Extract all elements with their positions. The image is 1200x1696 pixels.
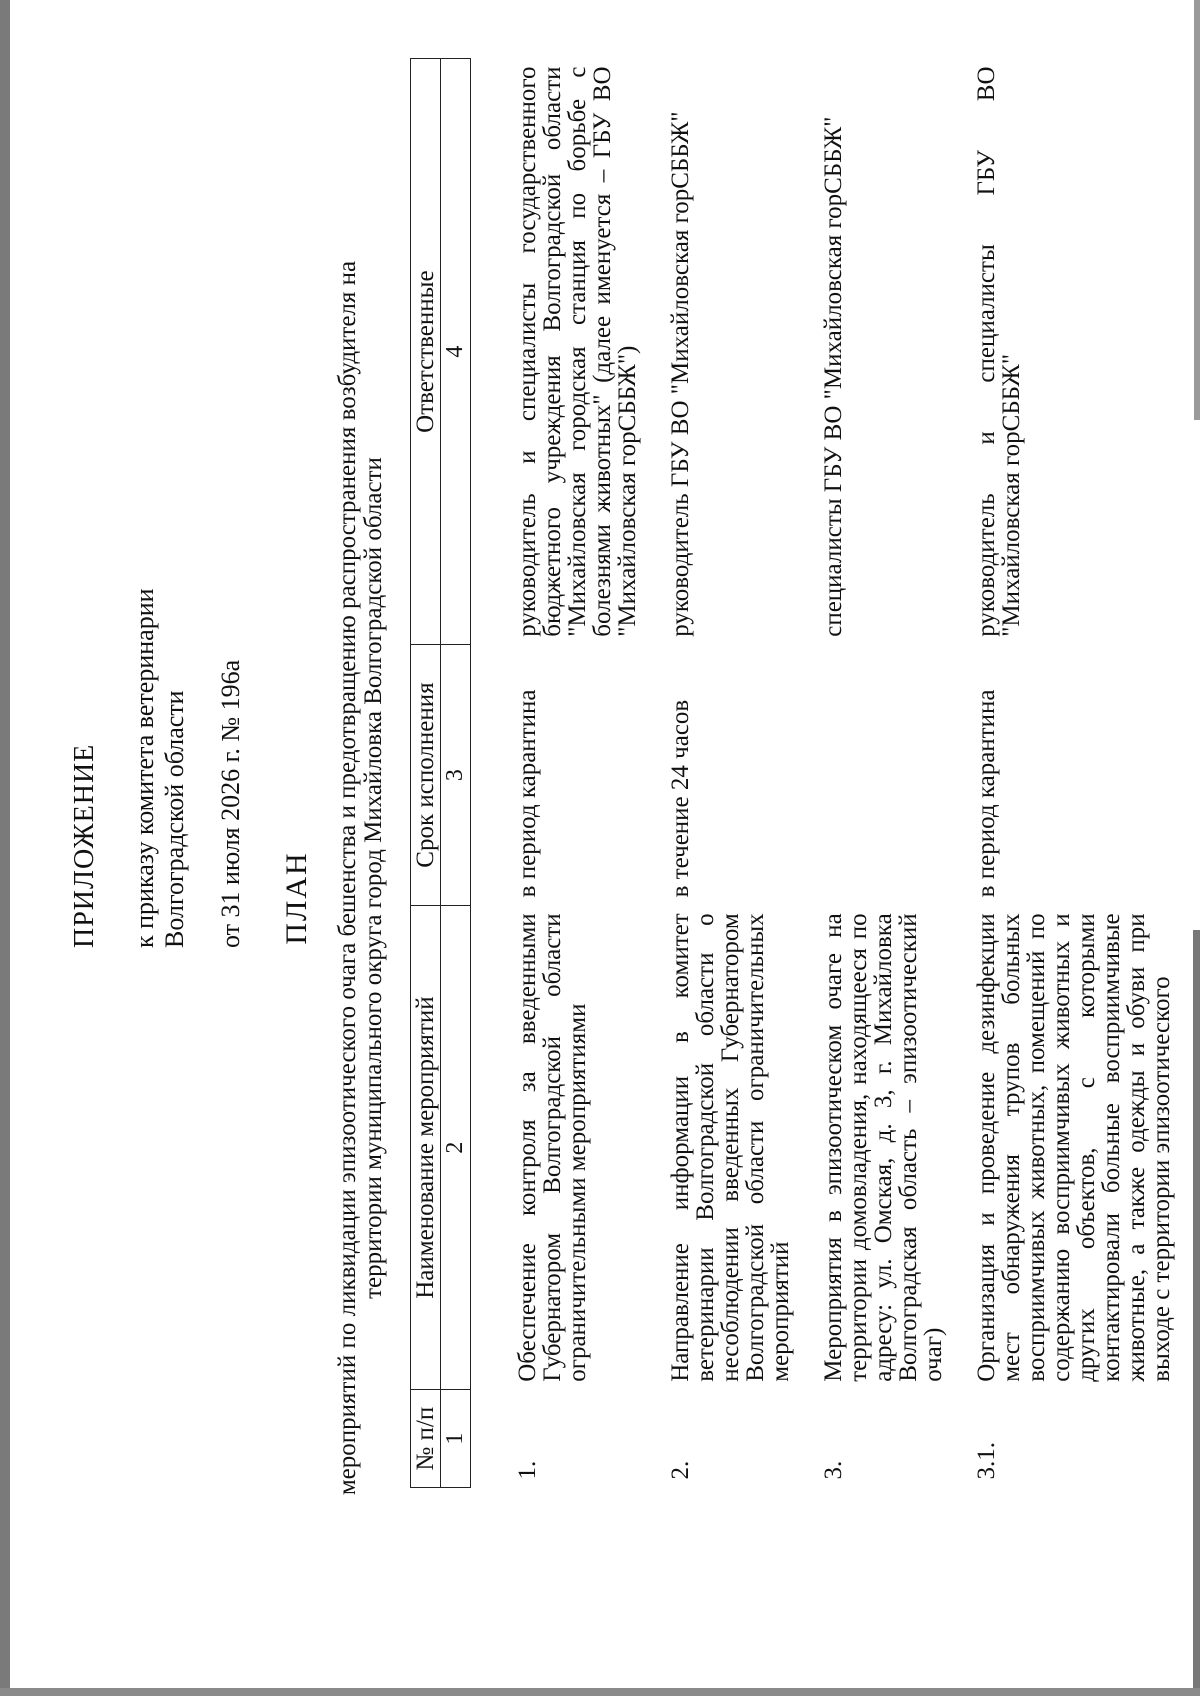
appendix-block (70, 388, 246, 948)
row-responsible: руководитель и специалисты ГБУ ВО "Михайловская горСББЖ" (973, 66, 1025, 637)
row-number: 2. (667, 1460, 694, 1480)
row-term: в течение 24 часов (667, 699, 694, 898)
header-col-number-2: 2 (441, 905, 471, 1389)
plan-subtitle: мероприятий по ликвидации эпизоотического очага бешенства и предотвращению распространения возбудителя на территории муниципального округа город Михайловка Волгоградской области (334, 260, 387, 1496)
table-row (795, 59, 948, 1488)
row-number: 3.1. (973, 1442, 1000, 1480)
row-responsible: специалисты ГБУ ВО "Михайловская горСББЖ" (820, 116, 847, 637)
row-number: 3. (820, 1460, 847, 1480)
appendix-heading: ПРИЛОЖЕНИЕ (69, 743, 100, 948)
table-row (642, 59, 795, 1488)
row-term (795, 645, 948, 906)
table-header-row (411, 59, 441, 1488)
scan-edge-right-top (1194, 0, 1200, 420)
row-activity: Мероприятия в эпизоотическом очаге на территории домовладения, находящееся по адресу: ул. Омская, д. 3, г. Михайловка Волгоградская область – эпизоотический очаг) (820, 913, 947, 1382)
header-name: Наименование мероприятий (411, 905, 441, 1389)
plan-title: ПЛАН (280, 851, 313, 945)
header-col-number-4: 4 (441, 59, 471, 645)
row-number: 1. (514, 1460, 541, 1480)
header-responsible: Ответственные (411, 59, 441, 645)
table-row (948, 59, 1176, 1488)
appendix-date: от 31 июля 2026 г. № 196а (216, 659, 245, 948)
row-responsible: руководитель и специалисты государственного бюджетного учреждения Волгоградской области "Михайловская городская станция по борьбе с болезнями животных" (далее именуется – ГБУ ВО "Михайловская горСББЖ") (514, 66, 641, 637)
scan-edge-bottom (0, 1688, 1200, 1696)
header-col-number-1: 1 (441, 1390, 471, 1488)
appendix-line-2: Волгоградской области (160, 690, 189, 948)
row-term: в период карантина (514, 689, 541, 898)
header-col-number-3: 3 (441, 645, 471, 906)
appendix-line-1: к приказу комитета ветеринарии (130, 588, 159, 948)
plan-table (410, 58, 1176, 1488)
scan-edge-left (0, 0, 10, 1696)
header-number: № п/п (411, 1390, 441, 1488)
header-term: Срок исполнения (411, 645, 441, 906)
table-header-numbers-row (441, 59, 471, 1488)
row-activity: Обеспечение контроля за введенными Губернатором Волгоградской области ограничительными мероприятиями (514, 913, 591, 1382)
row-term: в период карантина (973, 689, 1000, 898)
row-activity: Направление информации в комитет ветеринарии Волгоградской области о несоблюдении введенных Губернатором Волгоградской области ограничительных мероприятий (667, 913, 794, 1382)
scan-edge-right (1193, 930, 1200, 1696)
row-activity: Организация и проведение дезинфекции мест обнаружения трупов больных восприимчивых животных, помещений по содержанию восприимчивых животных и других объектов, с которыми контактировали больные восприимчивые животные, а также одежды и обуви при выходе с территории эпизоотического (973, 913, 1175, 1382)
rotated-document-page (10, 28, 1175, 1688)
row-responsible: руководитель ГБУ ВО "Михайловская горСББЖ" (667, 111, 694, 637)
table-row (471, 59, 643, 1488)
